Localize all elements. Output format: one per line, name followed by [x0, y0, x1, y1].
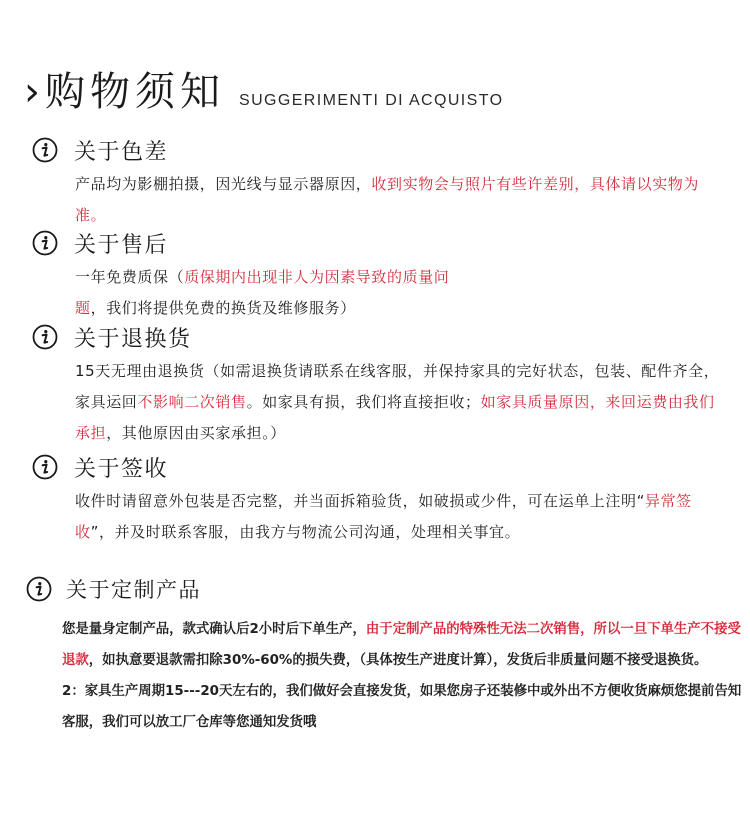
info-circle-icon	[26, 576, 52, 602]
section-title: 关于定制产品	[66, 578, 201, 602]
section-header	[32, 450, 732, 484]
section-title: 关于退换货	[74, 326, 192, 352]
custom-paragraph-2: 2：家具生产周期15---20天左右的，我们做好会直接发货，如果您房子还装修中或外出不方便收货麻烦您提前告知客服，我们可以放工厂仓库等您通知发货哦	[62, 684, 742, 730]
info-circle-icon	[32, 454, 58, 480]
text-segment: ，如执意要退款需扣除30%-60%的损失费，（具体按生产进度计算），发货后非质量问题不接受退换货。	[88, 653, 708, 668]
text-segment: 产品均为影棚拍摄，因光线与显示器原因，	[75, 175, 372, 193]
text-segment: 您是量身定制产品，款式确认后2小时后下单生产，	[62, 622, 366, 637]
section-delivery-receipt	[32, 450, 732, 548]
section-returns	[32, 320, 732, 449]
section-body	[75, 169, 730, 231]
section-title: 关于售后	[74, 232, 169, 258]
section-body	[75, 356, 730, 449]
highlight-text: 异常签收	[75, 492, 692, 541]
section-body	[75, 486, 730, 548]
highlight-text: 质保期内出现非人为因素导致的质量问题	[75, 268, 450, 317]
section-body	[75, 262, 730, 324]
text-segment: 15天无理由退换货（如需退换货请联系在线客服，并保持家具的完好状态，包装、配件齐全，家具运回	[75, 362, 720, 411]
section-header	[32, 320, 732, 354]
custom-products-body	[62, 614, 750, 738]
highlight-text: 如家具质量原因，来回运费由我们承担	[75, 393, 715, 442]
info-circle-icon	[32, 137, 58, 163]
section-header	[32, 226, 732, 260]
section-after-sales	[32, 226, 732, 324]
highlight-text: 由于定制产品的特殊性无法二次销售，所以一旦下单生产不接受退款	[62, 622, 741, 668]
section-header	[32, 133, 732, 167]
page-header	[24, 64, 503, 120]
section-custom-products	[26, 572, 746, 606]
custom-paragraph-1	[62, 614, 750, 676]
section-header	[26, 572, 746, 606]
text-segment: ，其他原因由买家承担。）	[106, 424, 286, 442]
text-segment: ”，并及时联系客服，由我方与物流公司沟通，处理相关事宜。	[90, 523, 521, 541]
page-subtitle: SUGGERIMENTI DI ACQUISTO	[239, 92, 504, 109]
text-segment: 收件时请留意外包装是否完整，并当面拆箱验货，如破损或少件，可在运单上注明“	[75, 492, 645, 510]
text-segment: 一年免费质保（	[75, 268, 185, 286]
text-segment: ，我们将提供免费的换货及维修服务）	[90, 299, 356, 317]
info-circle-icon	[32, 324, 58, 350]
page-title: ›购物须知	[24, 69, 225, 115]
info-circle-icon	[32, 230, 58, 256]
highlight-text: 不影响二次销售	[137, 393, 247, 411]
section-title: 关于色差	[74, 139, 169, 165]
section-color-difference	[32, 133, 732, 231]
section-title: 关于签收	[74, 456, 169, 482]
text-segment: 。如家具有损，我们将直接拒收；	[246, 393, 481, 411]
highlight-text: 收到实物会与照片有些许差别，具体请以实物为准。	[75, 175, 700, 224]
